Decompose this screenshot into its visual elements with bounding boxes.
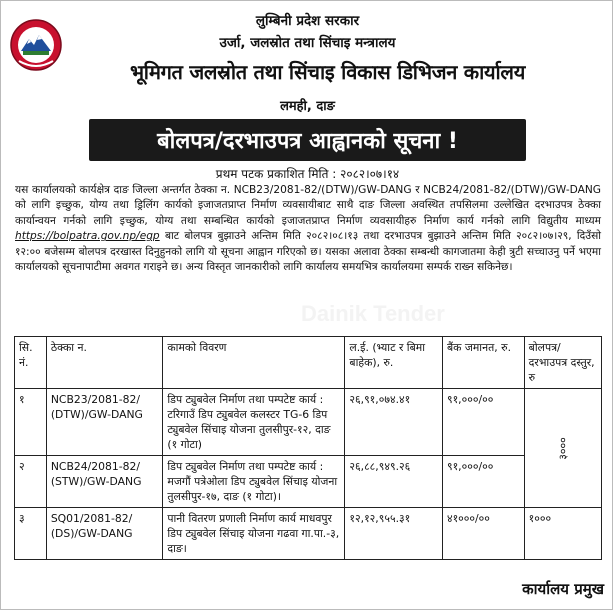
row-sn: २	[15, 456, 47, 508]
egp-link[interactable]: https://bolpatra.gov.np/egp	[15, 230, 160, 243]
ministry-title: उर्जा, जलस्रोत तथा सिंचाइ मन्त्रालय	[219, 35, 396, 51]
row-sn: १	[15, 389, 47, 456]
row-contract: NCB24/2081-82/ (STW)/GW-DANG	[46, 456, 163, 508]
row-sn: ३	[15, 508, 47, 560]
row-guarantee: ४१०००/००	[442, 508, 524, 560]
tender-table	[14, 336, 602, 560]
office-title: भूमिगत जलस्रोत तथा सिंचाइ विकास डिभिजन कार्यालय	[130, 60, 525, 84]
row-estimate: १२,१२,९५५.३१	[345, 508, 443, 560]
notice-text-part1: यस कार्यालयको कार्यक्षेत्र दाङ जिल्ला अन्तर्गत ठेक्का न. NCB23/2081-82/(DTW)/GW-DANG र NCB24/2081-82/(DTW)/GW-DANG को लागि इच्छुक, योग्य तथा ड्रिलिंग कार्यको इजाजतप्राप्त निर्माण व्यवसायीबाट साथै दाङ जिल्ला अवस्थित तपसिलमा उल्लेखित दरभाउपत्र ठेक्का कार्यान्वयन गर्नको लागि इच्छुक, योग्य तथा सम्बन्धित कार्यको इजाजतप्राप्त निर्माण व्यवसायीहरु निर्माण कार्य गर्नको लागि विद्युतीय माध्यम	[15, 184, 601, 227]
merged-fee-cell	[524, 389, 601, 508]
provincial-government-title: लुम्बिनी प्रदेश सरकार	[255, 13, 360, 29]
header-description: कामको विवरण	[163, 337, 345, 389]
row-estimate: २६,८८,९४९.२६	[345, 456, 443, 508]
row-guarantee: ९१,०००/००	[442, 389, 524, 456]
notice-text-part2: बाट बोलपत्र बुझाउने अन्तिम मिति २०८२।०८।१३ तथा दरभाउपत्र बुझाउने अन्तिम मिति २०८२।०७।२९, दिउँसो १२:०० बजेसम्म बोलपत्र दरखास्त दिनुहुनको लागि यो सूचना आह्वान गरिएको छ। यसका अलावा ठेक्का सम्बन्धी कागजातमा केही त्रुटी सच्चाउनु पर्ने भएमा कार्यालयको सूचनापाटीमा अवगत गराइने छ। अन्य विस्तृत जानकारीको लागि कार्यालय समयभित्र कार्यालयमा सम्पर्क राख्न सकिनेछ।	[15, 230, 601, 274]
row-description: डिप ट्युबवेल निर्माण तथा पम्पटेष्ट कार्य : टरिगाउँ डिप ट्युबवेल कलस्टर TG-6 डिप ट्युबवेल सिंचाइ योजना तुलसीपुर-१२, दाङ (१ गोटा)	[163, 389, 345, 456]
notice-banner	[89, 119, 526, 161]
notice-banner-text: बोलपत्र/दरभाउपत्र आह्वानको सूचना !	[157, 129, 458, 154]
header-sn: सि. नं.	[15, 337, 47, 389]
row-description: पानी वितरण प्रणाली निर्माण कार्य माधवपुर डिप ट्युबवेल सिंचाइ योजना गढवा गा.पा.-३, दाङ।	[163, 508, 345, 560]
header-fee: बोलपत्र/ दरभाउपत्र दस्तुर, रु	[524, 337, 601, 389]
notice-body	[15, 183, 601, 275]
row-description: डिप ट्युबवेल निर्माण तथा पम्पटेष्ट कार्य : मजगौं पत्रेओला डिप ट्युबवेल सिंचाइ योजना तुलसीपुर-१७, दाङ (१ गोटा)।	[163, 456, 345, 508]
row-fee: १०००	[524, 508, 601, 560]
table-row	[15, 508, 602, 560]
row-estimate: २६,९१,०७४.४१	[345, 389, 443, 456]
header-contract: ठेक्का न.	[46, 337, 163, 389]
table-row	[15, 456, 602, 508]
header-estimate: ल.ई. (भ्याट र बिमा बाहेक), रु.	[345, 337, 443, 389]
watermark: Dainik Tender	[301, 301, 445, 326]
row-contract: NCB23/2081-82/ (DTW)/GW-DANG	[46, 389, 163, 456]
header-guarantee: बैंक जमानत, रु.	[442, 337, 524, 389]
table-header-row	[15, 337, 602, 389]
publication-date: प्रथम पटक प्रकाशित मिति : २०८२।०७।१४	[215, 167, 400, 181]
row-contract: SQ01/2081-82/ (DS)/GW-DANG	[46, 508, 163, 560]
office-location: लमही, दाङ	[280, 99, 335, 114]
merged-fee: ३०००	[556, 436, 570, 460]
office-chief-signature: कार्यालय प्रमुख	[522, 580, 604, 598]
table-row	[15, 389, 602, 456]
row-guarantee: ९१,०००/००	[442, 456, 524, 508]
